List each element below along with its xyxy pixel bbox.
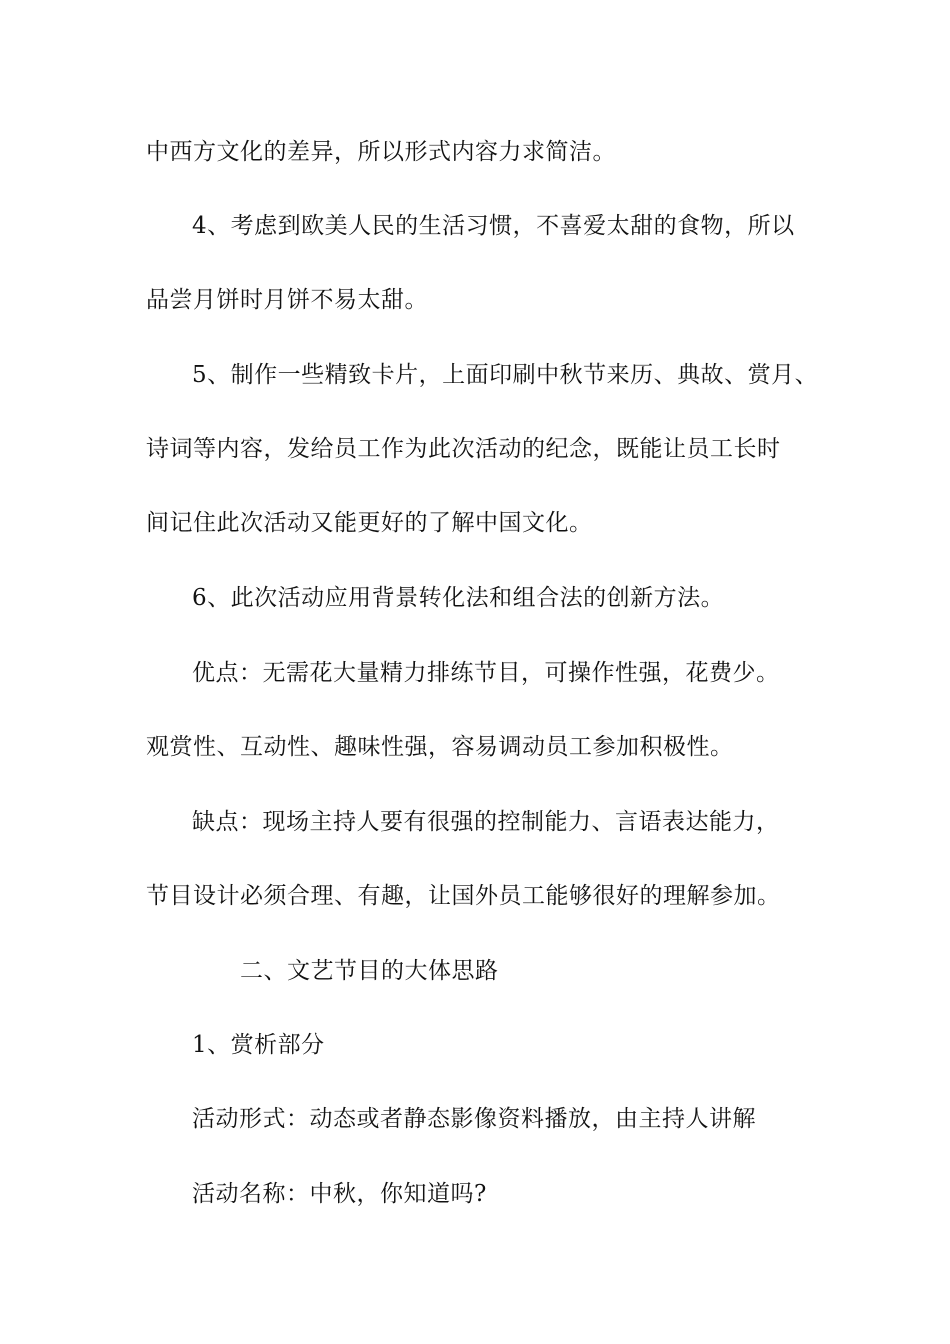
- text-line-2: 4、考虑到欧美人民的生活习惯，不喜爱太甜的食物，所以: [192, 213, 795, 239]
- text-line-15: 活动名称：中秋，你知道吗?: [192, 1181, 487, 1207]
- text-line-1: 中西方文化的差异，所以形式内容力求简洁。: [146, 139, 616, 165]
- text-line-9: 观赏性、互动性、趣味性强，容易调动员工参加积极性。: [146, 734, 734, 760]
- text-line-3: 品尝月饼时月饼不易太甜。: [146, 287, 428, 313]
- text-line-6: 间记住此次活动又能更好的了解中国文化。: [146, 510, 593, 536]
- text-line-14: 活动形式：动态或者静态影像资料播放，由主持人讲解: [192, 1106, 756, 1132]
- text-line-10: 缺点：现场主持人要有很强的控制能力、言语表达能力，: [192, 809, 780, 835]
- text-line-4: 5、制作一些精致卡片，上面印刷中秋节来历、典故、赏月、: [192, 362, 819, 388]
- text-line-5: 诗词等内容，发给员工作为此次活动的纪念，既能让员工长时: [146, 436, 781, 462]
- text-line-11: 节目设计必须合理、有趣，让国外员工能够很好的理解参加。: [146, 883, 781, 909]
- text-line-7: 6、此次活动应用背景转化法和组合法的创新方法。: [192, 585, 725, 611]
- text-line-8: 优点：无需花大量精力排练节目，可操作性强，花费少。: [192, 660, 780, 686]
- section-heading: 二、文艺节目的大体思路: [240, 958, 499, 984]
- subsection-heading: 1、赏析部分: [192, 1032, 325, 1058]
